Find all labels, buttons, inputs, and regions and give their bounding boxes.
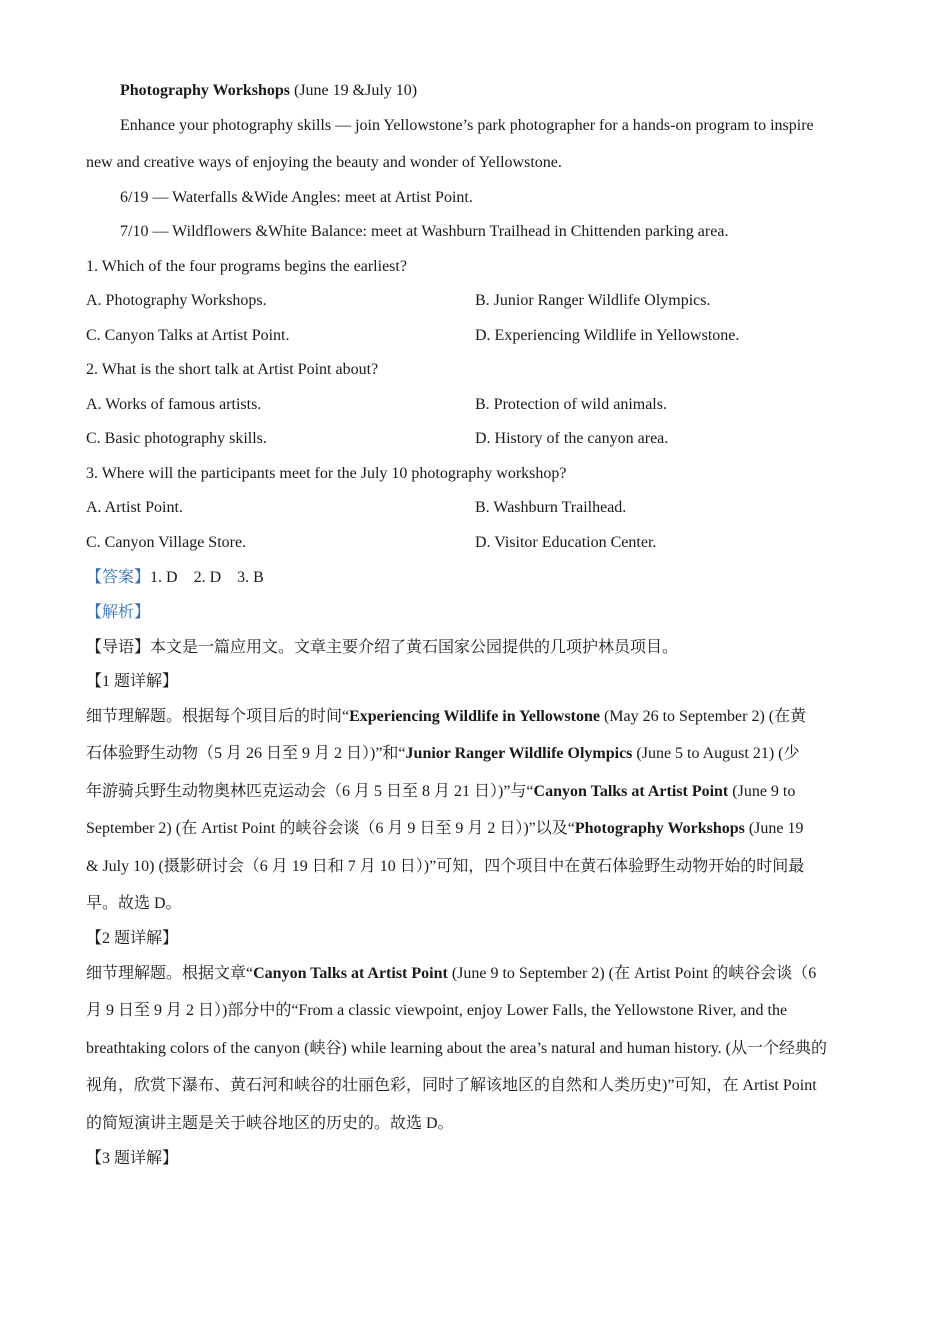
answer-label: 【答案】 — [86, 569, 151, 586]
q1-detail-line-1: 细节理解题。根据每个项目后的时间“Experiencing Wildlife in Yellowstone (May 26 to September 2) (在黄 — [86, 708, 807, 725]
q1-detail-line-6: 早。故选 D。 — [86, 895, 182, 912]
analysis-guide: 【导语】本文是一篇应用文。文章主要介绍了黄石国家公园提供的几项护林员项目。 — [86, 639, 679, 656]
question-1-stem: 1. Which of the four programs begins the earliest? — [86, 258, 407, 275]
workshop-item-2: 7/10 — Wildflowers &White Balance: meet at Washburn Trailhead in Chittenden parking area. — [120, 223, 729, 240]
workshop-item-1: 6/19 — Waterfalls &Wide Angles: meet at Artist Point. — [120, 189, 473, 206]
question-2-option-d: D. History of the canyon area. — [475, 430, 669, 447]
q2-detail-line-5: 的简短演讲主题是关于峡谷地区的历史的。故选 D。 — [86, 1115, 454, 1132]
question-3-option-b: B. Washburn Trailhead. — [475, 499, 627, 516]
q1-detail-heading: 【1 题详解】 — [86, 673, 179, 690]
q2-detail-line-4: 视角，欣赏下瀑布、黄石河和峡谷的壮丽色彩，同时了解该地区的自然和人类历史)”可知，在 Artist Point — [86, 1077, 817, 1094]
q1-detail-line-3: 年游骑兵野生动物奥林匹克运动会（6 月 5 日至 8 月 21 日）)”与“Canyon Talks at Artist Point (June 9 to — [86, 783, 796, 800]
q2-detail-heading: 【2 题详解】 — [86, 930, 179, 947]
question-3-stem: 3. Where will the participants meet for the July 10 photography workshop? — [86, 465, 567, 482]
question-2-option-a: A. Works of famous artists. — [86, 396, 262, 413]
question-2-option-b: B. Protection of wild animals. — [475, 396, 667, 413]
question-2-stem: 2. What is the short talk at Artist Point about? — [86, 361, 379, 378]
answer-line — [86, 568, 264, 588]
question-3-option-c: C. Canyon Village Store. — [86, 534, 247, 551]
answer-text: 1. D 2. D 3. B — [150, 569, 264, 586]
question-2-option-c: C. Basic photography skills. — [86, 430, 267, 447]
q3-detail-heading: 【3 题详解】 — [86, 1150, 179, 1167]
q1-detail-line-5: & July 10) (摄影研讨会（6 月 19 日和 7 月 10 日）)”可知，四个项目中在黄石体验野生动物开始的时间最 — [86, 858, 805, 875]
question-1-option-d: D. Experiencing Wildlife in Yellowstone. — [475, 327, 740, 344]
question-3-option-d: D. Visitor Education Center. — [475, 534, 657, 551]
q1-detail-line-4: September 2) (在 Artist Point 的峡谷会谈（6 月 9 日至 9 月 2 日）)”以及“Photography Workshops (June 19 — [86, 820, 804, 837]
q2-detail-line-1: 细节理解题。根据文章“Canyon Talks at Artist Point (June 9 to September 2) (在 Artist Point 的峡谷会谈（6 — [86, 965, 817, 982]
workshop-heading — [120, 81, 417, 101]
workshop-title: Photography Workshops — [120, 82, 290, 99]
passage-line-2: new and creative ways of enjoying the beauty and wonder of Yellowstone. — [86, 154, 562, 171]
q2-detail-line-3: breathtaking colors of the canyon (峡谷) while learning about the area’s natural and human history. (从一个经典的 — [86, 1040, 827, 1057]
analysis-label: 【解析】 — [86, 604, 151, 621]
question-3-option-a: A. Artist Point. — [86, 499, 183, 516]
question-1-option-c: C. Canyon Talks at Artist Point. — [86, 327, 290, 344]
q1-detail-line-2: 石体验野生动物（5 月 26 日至 9 月 2 日）)”和“Junior Ranger Wildlife Olympics (June 5 to August 21) (少 — [86, 745, 800, 762]
q2-detail-line-2: 月 9 日至 9 月 2 日）)部分中的“From a classic viewpoint, enjoy Lower Falls, the Yellowstone River, and the — [86, 1002, 788, 1019]
question-1-option-a: A. Photography Workshops. — [86, 292, 267, 309]
question-1-option-b: B. Junior Ranger Wildlife Olympics. — [475, 292, 711, 309]
workshop-dates: (June 19 &July 10) — [289, 82, 418, 99]
passage-line-1: Enhance your photography skills — join Yellowstone’s park photographer for a hands-on program to inspire — [120, 117, 814, 134]
